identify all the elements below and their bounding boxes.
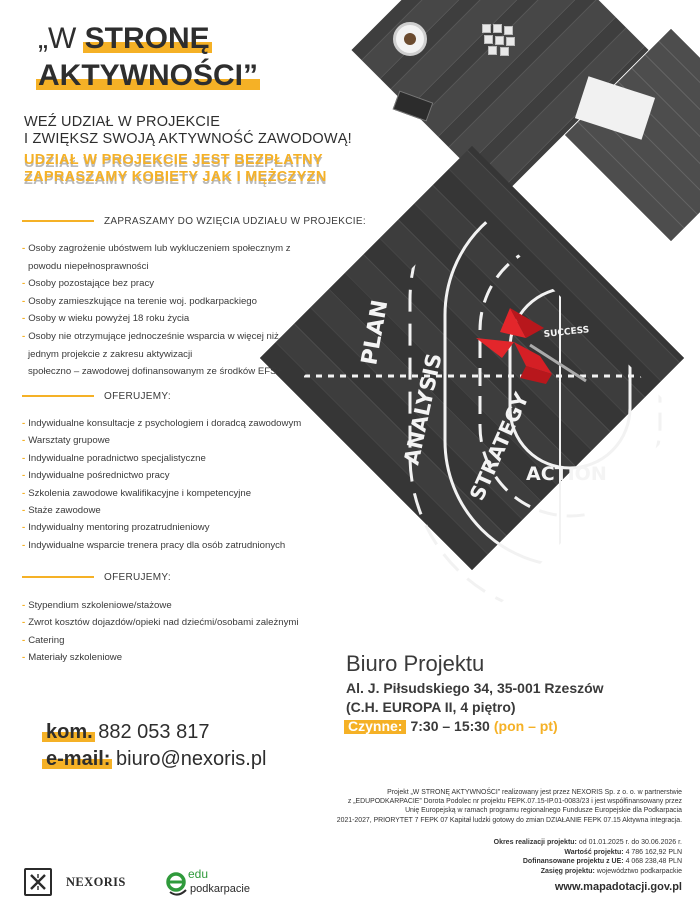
offer-list-2 [22, 597, 299, 667]
coffee-cup-icon [393, 22, 427, 56]
list-item: - Catering [22, 634, 65, 646]
list-item: - Indywidualne poradnictwo specjalistyczne [22, 452, 206, 464]
offer-heading-2: OFERUJEMY: [22, 572, 171, 588]
board-word-action: ACTION [526, 463, 607, 485]
legal-notice: Projekt „W STRONĘ AKTYWNOŚCI” realizowany jest przez NEXORIS Sp. z o. o. w partnerstwie z „EDUPODKARPACIE” Dorota Podolec nr projektu FEPK.07.15-IP.01-0083/23 i jest współfinansowany przez Unię Europejską w ramach programu regionalnego Fundusze Europejskie dla Podkarpacia 2021-2027, PRIORYTET 7 FEPK 07 Kapitał ludzki gotowy do zmian DZIAŁANIE FEPK 07.15 Aktywna integracja. [336, 789, 682, 824]
list-item: - Warsztaty grupowe [22, 435, 110, 447]
offer-list-1 [22, 415, 301, 554]
list-item: - Indywidualny mentoring prozatrudnieniowy [22, 522, 210, 534]
lead-line-1: WEŹ UDZIAŁ W PROJEKCIE [24, 114, 221, 130]
phone-number[interactable]: 882 053 817 [98, 721, 210, 743]
phone-line [46, 721, 209, 744]
title-quote-open: „W [38, 22, 85, 55]
hours-label: Czynne: [348, 718, 403, 734]
title-line-2: AKTYWNOŚCI” [38, 59, 258, 92]
free-participation-banner [24, 152, 327, 186]
dart-icon [476, 308, 586, 384]
email-line [46, 748, 266, 771]
edupodkarpacie-logo [166, 864, 256, 898]
board-word-analysis: ANALYSIS [399, 351, 447, 468]
invite-heading: ZAPRASZAMY DO WZIĘCIA UDZIAŁU W PROJEKCIE: [22, 216, 366, 232]
list-item: powodu niepełnosprawności [28, 260, 149, 272]
lead-text [24, 114, 352, 148]
list-item: - Indywidualne wsparcie trenera pracy dla osób zatrudnionych [22, 539, 286, 551]
fact-range: Zasięg projektu: województwo podkarpackie [540, 867, 682, 875]
list-item: - Osoby zamieszkujące na terenie woj. podkarpackiego [22, 295, 257, 307]
office-block [346, 651, 604, 736]
nexoris-mark-icon [24, 868, 52, 896]
list-item: - Indywidualne konsultacje z psychologiem i doradcą zawodowym [22, 418, 302, 429]
cubes-icon [482, 24, 522, 58]
list-item: - Materiały szkoleniowe [22, 652, 123, 664]
free-line-2: ZAPRASZAMY KOBIETY JAK I MĘŻCZYZN [24, 169, 327, 185]
list-item: - Osoby pozostające bez pracy [22, 278, 155, 290]
phone-label: kom. [46, 721, 93, 743]
list-item: - Stypendium szkoleniowe/stażowe [22, 600, 172, 611]
office-address-2: (C.H. EUROPA II, 4 piętro) [346, 699, 516, 715]
list-item: - Osoby w wieku powyżej 18 roku życia [22, 313, 190, 325]
invite-list [22, 240, 291, 381]
hours-days: (pon – pt) [493, 718, 558, 734]
office-hours [346, 717, 604, 736]
email-address[interactable]: biuro@nexoris.pl [116, 748, 267, 770]
list-item: jednym projekcie z zakresu aktywizacji [28, 348, 193, 360]
nexoris-logo [24, 868, 126, 896]
office-address-1: Al. J. Piłsudskiego 34, 35-001 Rzeszów [346, 680, 604, 696]
nexoris-logo-text: NEXORIS [66, 874, 126, 889]
title-bold-word: STRONĘ [84, 22, 210, 55]
board-word-strategy: STRATEGY [464, 389, 534, 505]
fact-funding: Dofinansowane projektu z UE: 4 068 238,48 PLN [522, 858, 682, 866]
list-item: - Osoby zagrożenie ubóstwem lub wykluczeniem społecznym z [22, 243, 291, 254]
edu-logo-bottom: podkarpacie [190, 883, 250, 895]
poster-title [38, 20, 258, 94]
email-label: e-mail: [46, 748, 111, 770]
edu-logo-top: edu [188, 867, 209, 881]
free-line-1: UDZIAŁ W PROJEKCIE JEST BEZPŁATNY [24, 152, 323, 168]
list-item: społeczno – zawodowej dofinansowanym ze środków EFS+ [28, 366, 283, 378]
fact-period: Okres realizacji projektu: od 01.01.2025 r. do 30.06.2026 r. [493, 839, 682, 846]
offer-heading-1: OFERUJEMY: [22, 391, 171, 407]
list-item: - Indywidualne pośrednictwo pracy [22, 470, 170, 482]
website-link[interactable]: www.mapadotacji.gov.pl [554, 881, 682, 893]
strategy-board [300, 180, 700, 620]
hours-time: 7:30 – 15:30 [410, 718, 490, 734]
project-facts [494, 838, 682, 876]
board-word-plan: PLAN [357, 298, 394, 368]
list-item: - Osoby nie otrzymujące jednocześnie wsparcia w więcej niż [22, 330, 279, 342]
list-item: - Szkolenia zawodowe kwalifikacyjne i kompetencyjne [22, 487, 252, 499]
board-word-success: SUCCESS [543, 325, 590, 340]
lead-line-2: I ZWIĘKSZ SWOJĄ AKTYWNOŚĆ ZAWODOWĄ! [24, 131, 352, 147]
list-item: - Staże zawodowe [22, 505, 101, 517]
office-title: Biuro Projektu [346, 651, 485, 676]
fact-value: Wartość projektu: 4 786 162,92 PLN [564, 848, 682, 856]
list-item: - Zwrot kosztów dojazdów/opieki nad dziećmi/osobami zależnymi [22, 617, 299, 629]
